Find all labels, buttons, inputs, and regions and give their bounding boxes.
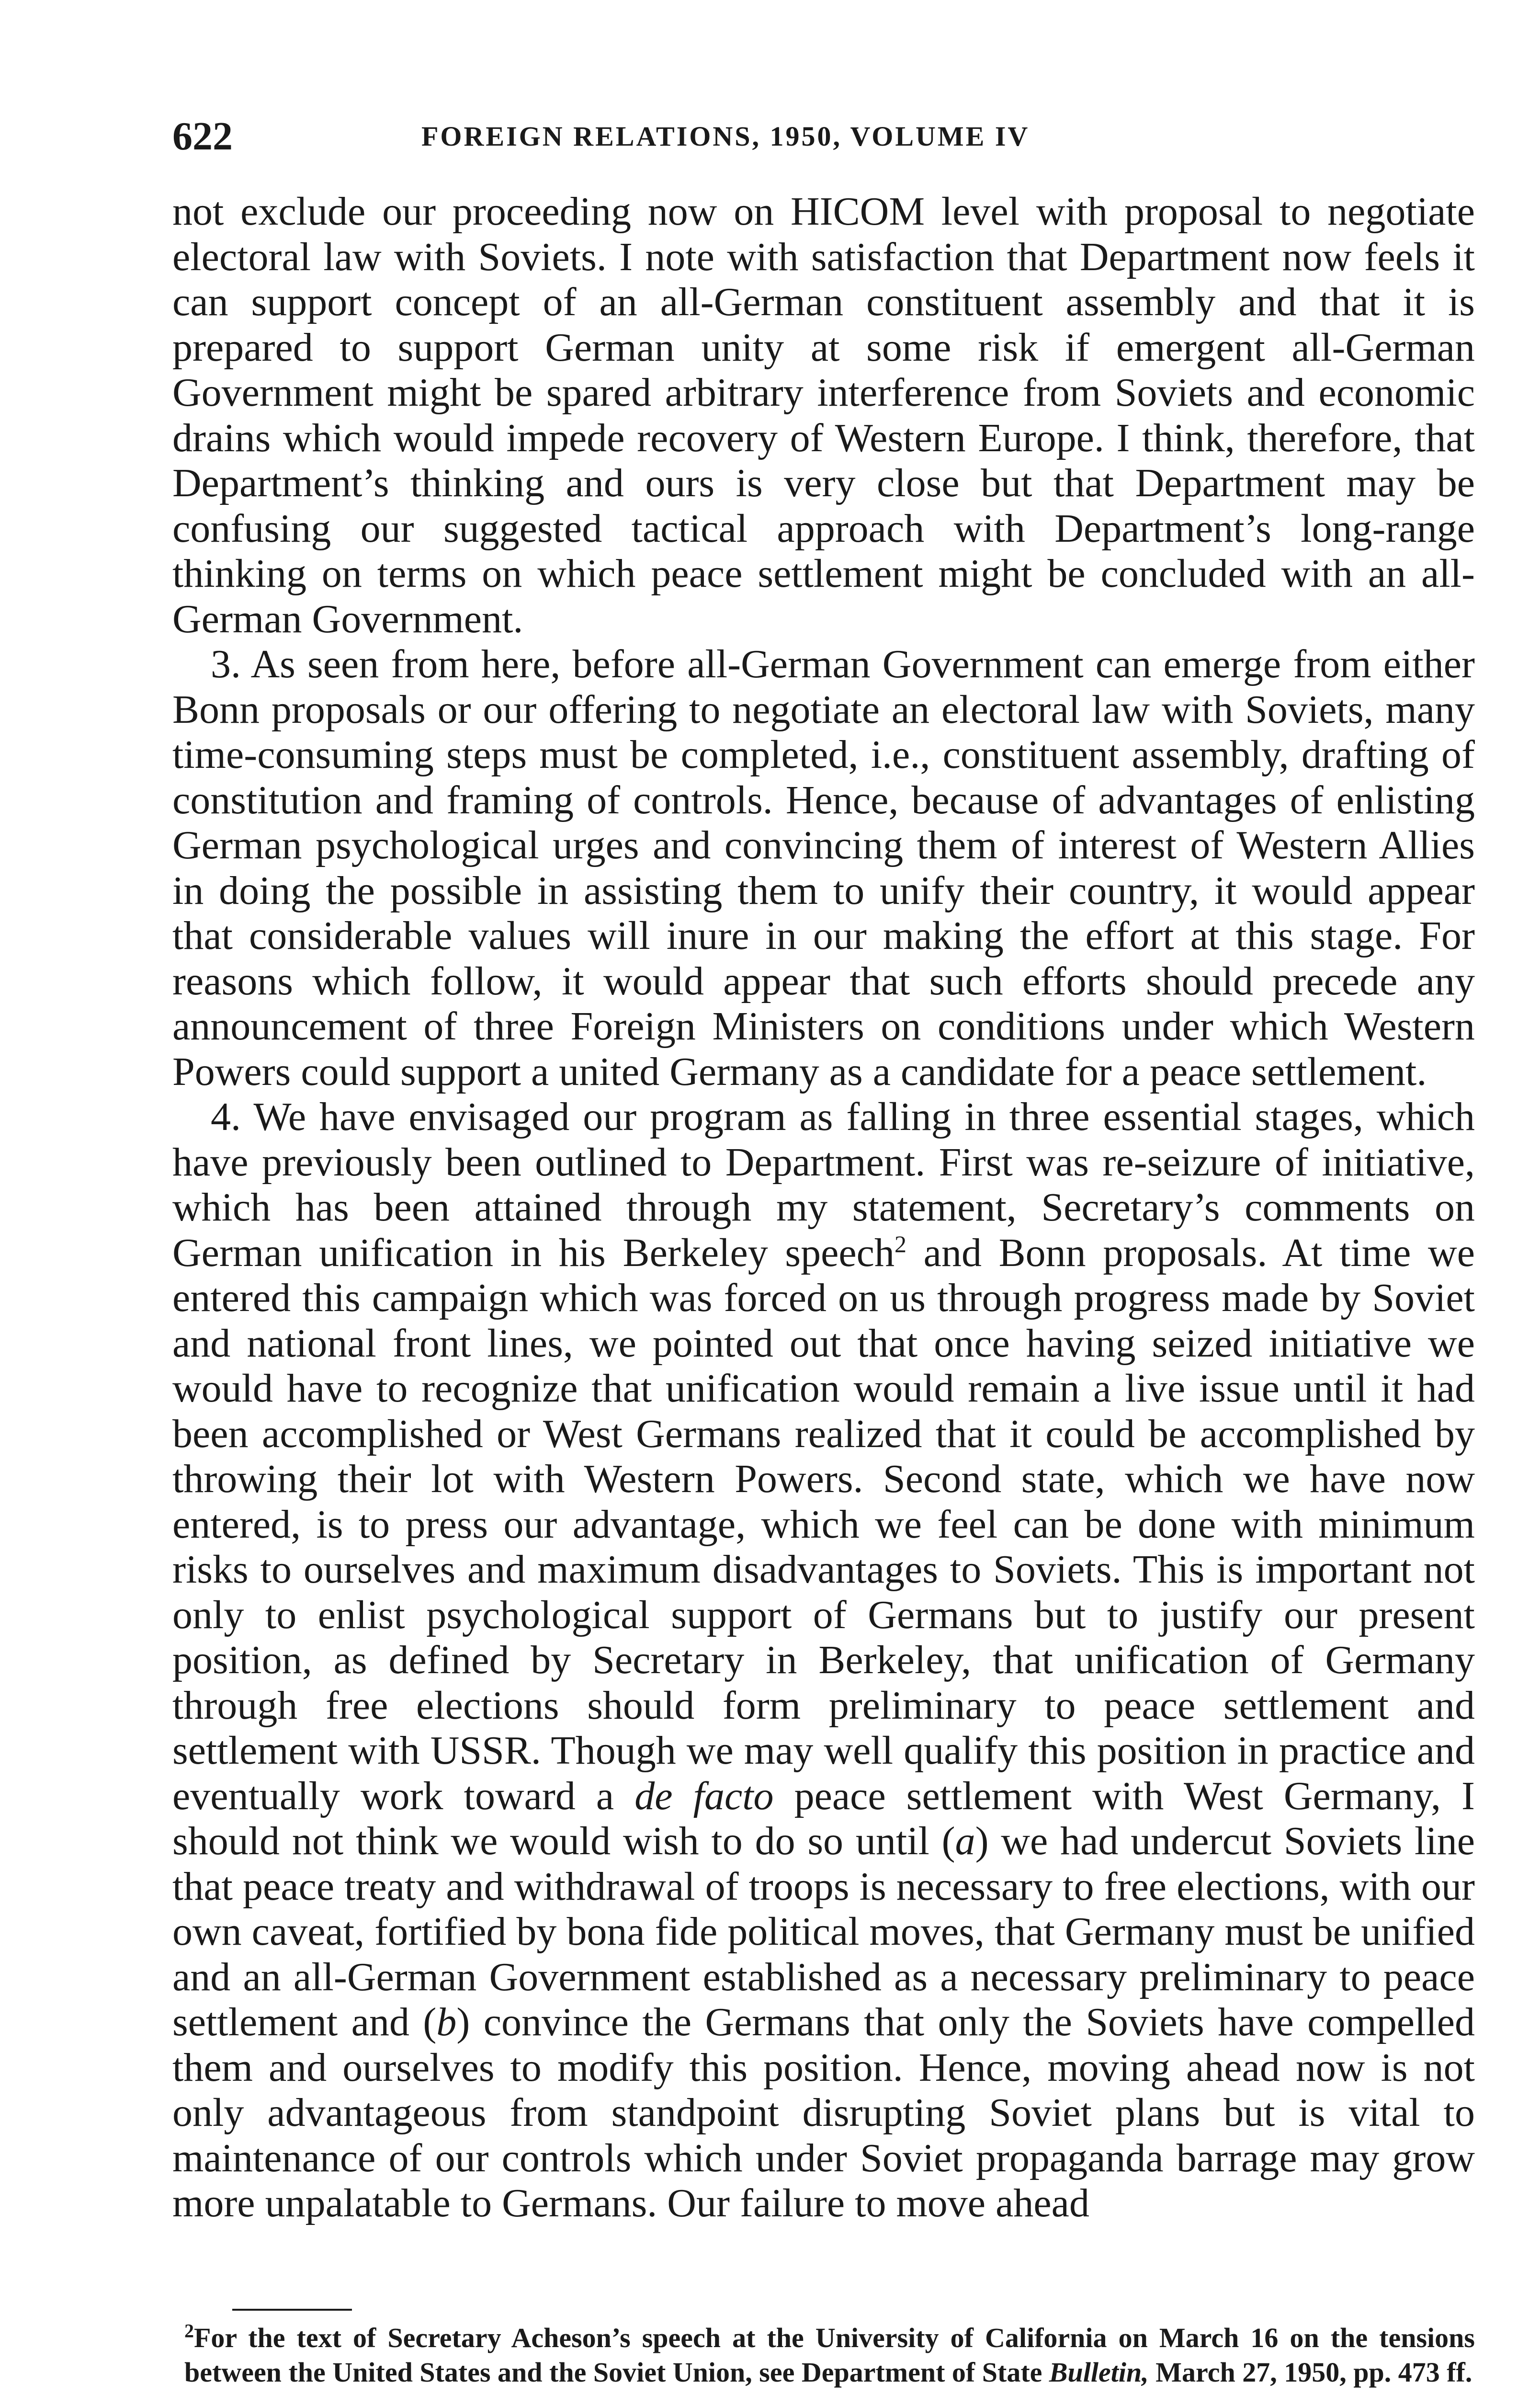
paragraph-4-italic-de-facto: de facto (634, 1773, 774, 1818)
footnote-marker: 2 (184, 2320, 194, 2342)
paragraph-4-text-c: peace settlement with West Germany, I should not think we would wish to do so until ( (172, 1773, 1475, 1863)
paragraph-4-italic-b: b (436, 2000, 457, 2044)
page-number: 622 (172, 114, 233, 159)
running-head (172, 110, 1475, 163)
paragraph-3: 3. As seen from here, before all-German Government can emerge from either Bonn proposals or our offering to negotiate an electoral law with Soviets, many time-consuming steps must be completed, i.e., constituent assembly, drafting of constitution and framing of controls. Hence, because of advantages of enlisting German psychological urges and convincing them of interest of Western Allies in doing the possible in assisting them to unify their country, it would appear that considerable values will inure in our making the effort at this stage. For reasons which follow, it would appear that such efforts should precede any announcement of three Foreign Ministers on conditions under which Western Powers could support a united Germany as a candidate for a peace settlement. (172, 642, 1475, 1094)
footnote-italic: Bulletin, (1049, 2357, 1149, 2388)
footnote-body (184, 2321, 1475, 2390)
paragraph-4-text-e: ) convince the Germans that only the Soviets have compelled them and ourselves to modify this position. Hence, moving ahead now is not only advantageous from standpoint disrupting Soviet plans but is vital to maintenance of our controls which under Soviet propaganda barrage may grow more unpalatable to Germans. Our failure to move ahead (172, 2000, 1475, 2225)
footnote (184, 2321, 1475, 2390)
footnote-text-b: March 27, 1950, pp. 473 ff. (1148, 2357, 1472, 2388)
paragraph-4-text-a: 4. We have envisaged our program as falling in three essential stages, which have previously been outlined to Department. First was re-seizure of initiative, which has been attained through my statement, Secretary’s comments on German unification in his Berkeley speech (172, 1095, 1475, 1275)
body-text (172, 189, 1475, 2226)
footnote-reference: 2 (894, 1230, 906, 1257)
paragraph-4-italic-a: a (955, 1819, 975, 1863)
paragraph-4-text-d: ) we had undercut Soviets line that peace treaty and withdrawal of troops is necessary to free elections, with our own caveat, fortified by bona fide political moves, that Germany must be unified and an all-German Government established as a necessary preliminary to peace settlement and ( (172, 1819, 1475, 2044)
running-title: FOREIGN RELATIONS, 1950, VOLUME IV (421, 121, 1030, 152)
footnote-rule (232, 2309, 352, 2311)
paragraph-continuation: not exclude our proceeding now on HICOM level with proposal to negotiate electoral law with Soviets. I note with satisfaction that Department now feels it can support concept of an all-German constituent assembly and that it is prepared to support German unity at some risk if emergent all-German Government might be spared arbitrary interference from Soviets and economic drains which would impede recovery of Western Europe. I think, therefore, that Department’s thinking and ours is very close but that Department may be confusing our suggested tactical approach with Department’s long-range thinking on terms on which peace settlement might be concluded with an all-German Government. (172, 189, 1475, 641)
paragraph-4-text-b: and Bonn proposals. At time we entered this campaign which was forced on us through progress made by Soviet and national front lines, we pointed out that once having seized initiative we would have to recognize that unification would remain a live issue until it had been accomplished or West Germans realized that it could be accomplished by throwing their lot with Western Powers. Second state, which we have now entered, is to press our advantage, which we feel can be done with minimum risks to ourselves and maximum disadvantages to Soviets. This is important not only to enlist psychological support of Germans but to justify our present position, as defined by Secretary in Berkeley, that unification of Germany through free elections should form preliminary to peace settlement and settlement with USSR. Though we may well qualify this position in practice and eventually work toward a (172, 1230, 1475, 1818)
paragraph-4 (172, 1095, 1475, 2226)
footnote-text-a: For the text of Secretary Acheson’s speech at the University of California on March 16 on the tensions between the United States and the Soviet Union, see Department of State (184, 2322, 1475, 2388)
